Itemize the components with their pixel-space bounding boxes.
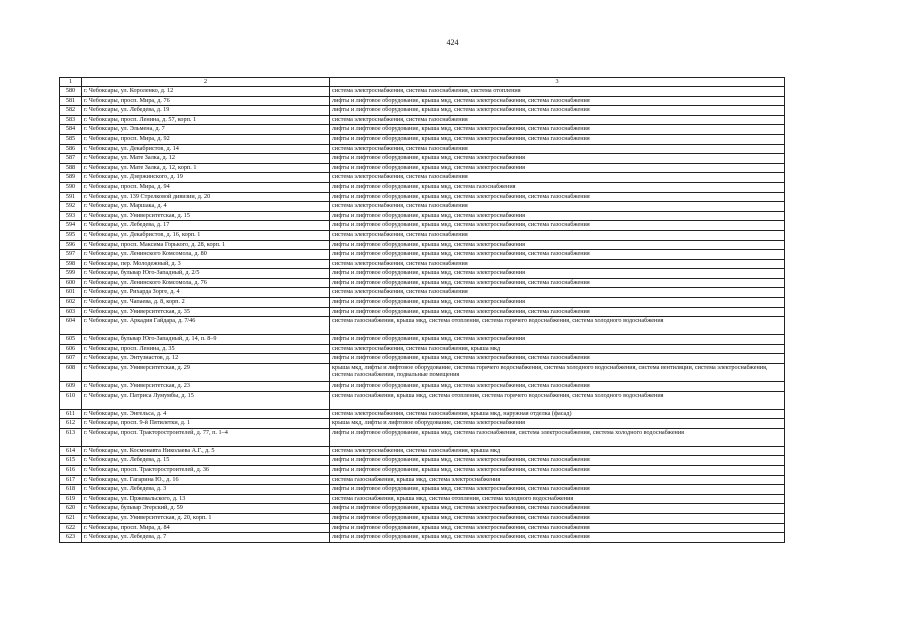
row-works: лифты и лифтовое оборудование, крыша мкд, система электроснабжения, система газоснабжения <box>330 134 785 144</box>
row-works: лифты и лифтовое оборудование, крыша мкд, система электроснабжения <box>330 269 785 279</box>
row-works: лифты и лифтовое оборудование, крыша мкд, система электроснабжения, система газоснабжения <box>330 382 785 392</box>
row-number: 580 <box>60 87 82 97</box>
row-number: 614 <box>60 446 82 456</box>
row-address: г. Чебоксары, ул. Декабристов, д. 14 <box>82 144 330 154</box>
row-works: лифты и лифтовое оборудование, крыша мкд, система газоснабжения, система электроснабжения, система холодного водоснабжения <box>330 428 785 446</box>
table-row <box>60 250 785 260</box>
row-number: 619 <box>60 494 82 504</box>
table-row <box>60 298 785 308</box>
row-number: 582 <box>60 106 82 116</box>
row-works: лифты и лифтовое оборудование, крыша мкд, система электроснабжения, система газоснабжения <box>330 96 785 106</box>
row-works: крыша мкд, лифты и лифтовое оборудование, система горячего водоснабжения, система холодного водоснабжения, система вентиляции, система электроснабжения, система газоснабжения, подвальные помещения <box>330 364 785 382</box>
row-works: система электроснабжения, система газоснабжения <box>330 202 785 212</box>
row-works: лифты и лифтовое оборудование, крыша мкд, система электроснабжения, система газоснабжения <box>330 485 785 495</box>
table-row <box>60 317 785 335</box>
column-header-address: 2 <box>82 78 330 87</box>
row-number: 593 <box>60 211 82 221</box>
row-address: г. Чебоксары, просп. Мира, д. 84 <box>82 523 330 533</box>
row-number: 587 <box>60 154 82 164</box>
table-row <box>60 409 785 419</box>
row-works: система электроснабжения, система газоснабжения <box>330 173 785 183</box>
row-address: г. Чебоксары, ул. Университетская, д. 15 <box>82 211 330 221</box>
row-address: г. Чебоксары, бульвар Юго-Западный, д. 14, п. 8–9 <box>82 335 330 345</box>
table-row <box>60 230 785 240</box>
column-header-number: 1 <box>60 78 82 87</box>
row-number: 623 <box>60 533 82 543</box>
table-row <box>60 278 785 288</box>
row-works: лифты и лифтовое оборудование, крыша мкд, система электроснабжения, система газоснабжения <box>330 192 785 202</box>
table-row <box>60 307 785 317</box>
row-works: лифты и лифтовое оборудование, крыша мкд, система электроснабжения <box>330 240 785 250</box>
registry-table <box>59 77 785 543</box>
table-row <box>60 192 785 202</box>
row-address: г. Чебоксары, бульвар Юго-Западный, д. 2/5 <box>82 269 330 279</box>
table-row <box>60 288 785 298</box>
row-number: 620 <box>60 504 82 514</box>
row-number: 622 <box>60 523 82 533</box>
table-row <box>60 466 785 476</box>
row-address: г. Чебоксары, ул. Университетская, д. 23 <box>82 382 330 392</box>
row-number: 599 <box>60 269 82 279</box>
table-row <box>60 354 785 364</box>
table-row <box>60 182 785 192</box>
row-address: г. Чебоксары, просп. Ленина, д. 57, корп. 1 <box>82 115 330 125</box>
row-works: лифты и лифтовое оборудование, крыша мкд, система электроснабжения, система газоснабжения <box>330 354 785 364</box>
column-header-works: 3 <box>330 78 785 87</box>
row-address: г. Чебоксары, ул. Гагарина Ю., д. 16 <box>82 475 330 485</box>
table-row <box>60 154 785 164</box>
row-works: лифты и лифтовое оборудование, крыша мкд, система электроснабжения, система газоснабжения <box>330 125 785 135</box>
row-address: г. Чебоксары, ул. 139 Стрелковой дивизии, д. 20 <box>82 192 330 202</box>
row-address: г. Чебоксары, ул. Мате Залка, д. 12, корп. 1 <box>82 163 330 173</box>
table-row <box>60 364 785 382</box>
table-row <box>60 513 785 523</box>
row-number: 584 <box>60 125 82 135</box>
row-works: лифты и лифтовое оборудование, крыша мкд, система электроснабжения, система газоснабжения <box>330 456 785 466</box>
table-row <box>60 211 785 221</box>
row-address: г. Чебоксары, ул. Рихарда Зорге, д. 4 <box>82 288 330 298</box>
row-works: лифты и лифтовое оборудование, крыша мкд, система электроснабжения, система газоснабжения <box>330 278 785 288</box>
row-number: 607 <box>60 354 82 364</box>
table-row <box>60 446 785 456</box>
table-row <box>60 106 785 116</box>
row-address: г. Чебоксары, просп. Максима Горького, д. 28, корп. 1 <box>82 240 330 250</box>
row-works: лифты и лифтовое оборудование, крыша мкд, система электроснабжения <box>330 211 785 221</box>
row-address: г. Чебоксары, просп. Мира, д. 76 <box>82 96 330 106</box>
row-works: система электроснабжения, система газоснабжения, крыша мкд, наружная отделка (фасад) <box>330 409 785 419</box>
row-address: г. Чебоксары, ул. Пржевальского, д. 13 <box>82 494 330 504</box>
row-number: 604 <box>60 317 82 335</box>
row-number: 585 <box>60 134 82 144</box>
row-number: 605 <box>60 335 82 345</box>
row-address: г. Чебоксары, ул. Мате Залка, д. 12 <box>82 154 330 164</box>
row-works: система электроснабжения, система газоснабжения <box>330 115 785 125</box>
row-number: 617 <box>60 475 82 485</box>
row-address: г. Чебоксары, ул. Эльмена, д. 7 <box>82 125 330 135</box>
row-works: система газоснабжения, крыша мкд, система электроснабжения <box>330 475 785 485</box>
row-address: г. Чебоксары, ул. Чапаева, д. 8, корп. 2 <box>82 298 330 308</box>
row-number: 589 <box>60 173 82 183</box>
row-works: крыша мкд, лифты и лифтовое оборудование, система электроснабжения <box>330 419 785 429</box>
row-number: 613 <box>60 428 82 446</box>
row-works: лифты и лифтовое оборудование, крыша мкд, система электроснабжения <box>330 163 785 173</box>
row-address: г. Чебоксары, просп. Мира, д. 94 <box>82 182 330 192</box>
table-row <box>60 456 785 466</box>
row-address: г. Чебоксары, бульвар Эгерский, д. 59 <box>82 504 330 514</box>
table-row <box>60 144 785 154</box>
table-row <box>60 240 785 250</box>
row-works: лифты и лифтовое оборудование, крыша мкд, система электроснабжения, система газоснабжения <box>330 504 785 514</box>
row-number: 592 <box>60 202 82 212</box>
table-row <box>60 419 785 429</box>
table-row <box>60 494 785 504</box>
table-row <box>60 485 785 495</box>
table-row <box>60 221 785 231</box>
row-number: 608 <box>60 364 82 382</box>
row-address: г. Чебоксары, просп. Тракторостроителей, д. 77, п. 1–4 <box>82 428 330 446</box>
row-address: г. Чебоксары, ул. Ленинского Комсомола, д. 76 <box>82 278 330 288</box>
row-number: 601 <box>60 288 82 298</box>
row-works: лифты и лифтовое оборудование, крыша мкд, система электроснабжения <box>330 335 785 345</box>
table-row <box>60 504 785 514</box>
row-address: г. Чебоксары, ул. Лебедева, д. 17 <box>82 221 330 231</box>
row-address: г. Чебоксары, ул. Лебедева, д. 15 <box>82 456 330 466</box>
row-address: г. Чебоксары, ул. Аркадия Гайдара, д. 7/46 <box>82 317 330 335</box>
row-number: 598 <box>60 259 82 269</box>
row-works: система электроснабжения, система газоснабжения <box>330 144 785 154</box>
table-row <box>60 96 785 106</box>
row-address: г. Чебоксары, ул. Лебедева, д. 3 <box>82 485 330 495</box>
table-row <box>60 335 785 345</box>
row-works: система газоснабжения, крыша мкд, система отопления, система горячего водоснабжения, система холодного водоснабжения <box>330 317 785 335</box>
table-header-row <box>60 78 785 87</box>
row-number: 596 <box>60 240 82 250</box>
table-row <box>60 428 785 446</box>
row-address: г. Чебоксары, ул. Энтузиастов, д. 12 <box>82 354 330 364</box>
row-works: система электроснабжения, система газоснабжения, система отопления <box>330 87 785 97</box>
row-works: система электроснабжения, система газоснабжения <box>330 259 785 269</box>
row-address: г. Чебоксары, ул. Космонавта Николаева А.Г., д. 5 <box>82 446 330 456</box>
table-row <box>60 533 785 543</box>
row-works: система газоснабжения, крыша мкд, система отопления, система горячего водоснабжения, система холодного водоснабжения <box>330 391 785 409</box>
row-number: 618 <box>60 485 82 495</box>
row-number: 615 <box>60 456 82 466</box>
table-row <box>60 391 785 409</box>
row-works: лифты и лифтовое оборудование, крыша мкд, система электроснабжения <box>330 298 785 308</box>
row-address: г. Чебоксары, ул. Дзержинского, д. 19 <box>82 173 330 183</box>
row-works: лифты и лифтовое оборудование, крыша мкд, система электроснабжения <box>330 154 785 164</box>
table-row <box>60 344 785 354</box>
row-number: 616 <box>60 466 82 476</box>
table-row <box>60 173 785 183</box>
table-row <box>60 115 785 125</box>
table-row <box>60 202 785 212</box>
row-number: 586 <box>60 144 82 154</box>
table-row <box>60 475 785 485</box>
row-number: 591 <box>60 192 82 202</box>
row-address: г. Чебоксары, ул. Университетская, д. 35 <box>82 307 330 317</box>
row-address: г. Чебоксары, ул. Лебедева, д. 19 <box>82 106 330 116</box>
row-address: г. Чебоксары, ул. Энгельса, д. 4 <box>82 409 330 419</box>
row-address: г. Чебоксары, ул. Патриса Лумумбы, д. 15 <box>82 391 330 409</box>
row-works: система газоснабжения, крыша мкд, система отопления, система холодного водоснабжения <box>330 494 785 504</box>
row-address: г. Чебоксары, ул. Университетская, д. 20, корп. 1 <box>82 513 330 523</box>
row-number: 595 <box>60 230 82 240</box>
registry-table-body <box>60 78 785 543</box>
row-number: 609 <box>60 382 82 392</box>
row-works: система электроснабжения, система газоснабжения, крыша мкд <box>330 446 785 456</box>
row-address: г. Чебоксары, просп. 9-й Пятилетки, д. 1 <box>82 419 330 429</box>
table-row <box>60 382 785 392</box>
row-works: лифты и лифтовое оборудование, крыша мкд, система электроснабжения, система газоснабжения <box>330 221 785 231</box>
row-number: 594 <box>60 221 82 231</box>
table-row <box>60 125 785 135</box>
table-row <box>60 87 785 97</box>
row-address: г. Чебоксары, ул. Университетская, д. 29 <box>82 364 330 382</box>
row-address: г. Чебоксары, просп. Тракторостроителей, д. 36 <box>82 466 330 476</box>
row-number: 590 <box>60 182 82 192</box>
row-works: лифты и лифтовое оборудование, крыша мкд, система электроснабжения, система газоснабжения <box>330 533 785 543</box>
row-works: лифты и лифтовое оборудование, крыша мкд, система электроснабжения, система газоснабжения <box>330 513 785 523</box>
row-address: г. Чебоксары, пер. Молодежный, д. 3 <box>82 259 330 269</box>
row-works: система электроснабжения, система газоснабжения, крыша мкд <box>330 344 785 354</box>
row-number: 588 <box>60 163 82 173</box>
row-address: г. Чебоксары, ул. Ленинского Комсомола, д. 80 <box>82 250 330 260</box>
row-works: лифты и лифтовое оборудование, крыша мкд, система электроснабжения, система газоснабжения <box>330 307 785 317</box>
row-works: лифты и лифтовое оборудование, крыша мкд, система электроснабжения, система газоснабжения <box>330 106 785 116</box>
table-row <box>60 134 785 144</box>
row-address: г. Чебоксары, просп. Мира, д. 92 <box>82 134 330 144</box>
row-number: 602 <box>60 298 82 308</box>
row-number: 600 <box>60 278 82 288</box>
row-number: 611 <box>60 409 82 419</box>
row-number: 621 <box>60 513 82 523</box>
row-number: 610 <box>60 391 82 409</box>
row-address: г. Чебоксары, ул. Лебедева, д. 7 <box>82 533 330 543</box>
table-row <box>60 163 785 173</box>
row-number: 581 <box>60 96 82 106</box>
row-number: 603 <box>60 307 82 317</box>
row-address: г. Чебоксары, ул. Короленко, д. 12 <box>82 87 330 97</box>
row-works: система электроснабжения, система газоснабжения <box>330 288 785 298</box>
row-works: лифты и лифтовое оборудование, крыша мкд, система электроснабжения, система газоснабжения <box>330 250 785 260</box>
row-number: 583 <box>60 115 82 125</box>
page-number: 424 <box>446 38 459 47</box>
row-address: г. Чебоксары, просп. Ленина, д. 35 <box>82 344 330 354</box>
row-works: система электроснабжения, система газоснабжения <box>330 230 785 240</box>
row-number: 606 <box>60 344 82 354</box>
table-row <box>60 523 785 533</box>
row-number: 612 <box>60 419 82 429</box>
row-number: 597 <box>60 250 82 260</box>
row-works: лифты и лифтовое оборудование, крыша мкд, система газоснабжения <box>330 182 785 192</box>
row-works: лифты и лифтовое оборудование, крыша мкд, система электроснабжения, система газоснабжения <box>330 523 785 533</box>
row-address: г. Чебоксары, ул. Декабристов, д. 16, корп. 1 <box>82 230 330 240</box>
table-row <box>60 259 785 269</box>
row-address: г. Чебоксары, ул. Маршака, д. 4 <box>82 202 330 212</box>
table-row <box>60 269 785 279</box>
row-works: лифты и лифтовое оборудование, крыша мкд, система электроснабжения, система газоснабжения <box>330 466 785 476</box>
